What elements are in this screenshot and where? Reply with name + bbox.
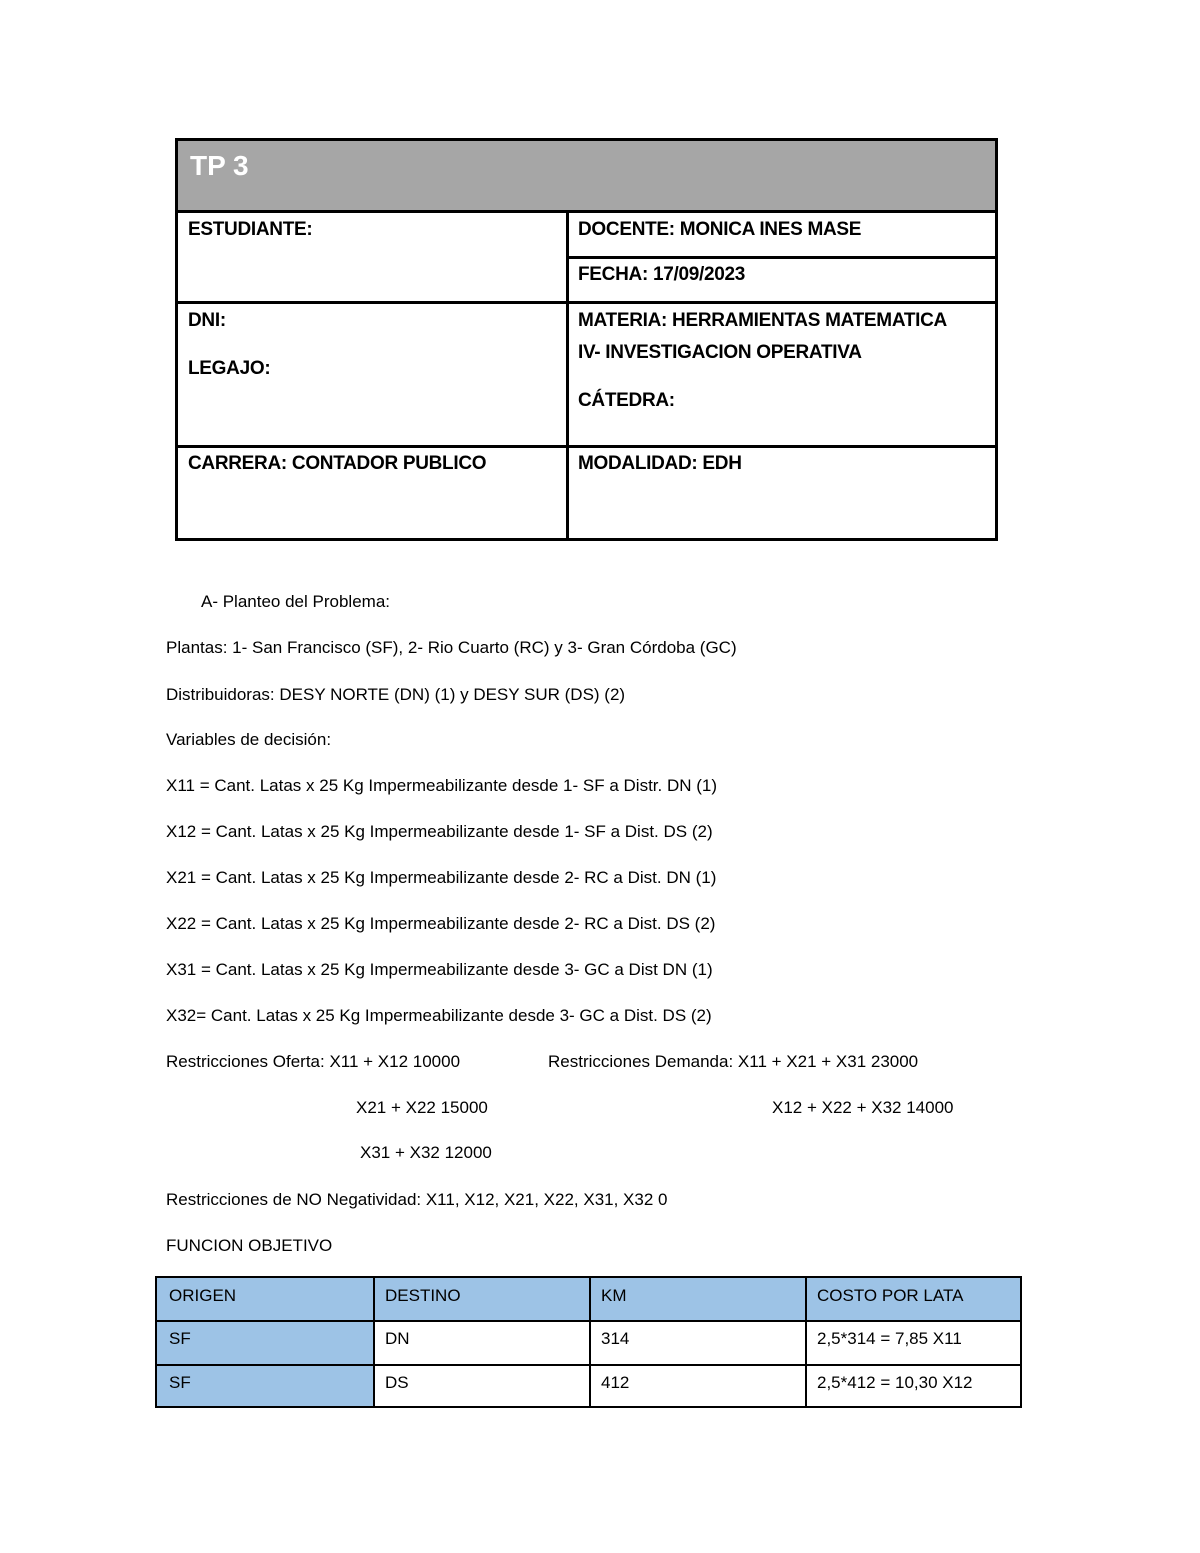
- demanda-constraint: Restricciones Demanda: X11 + X21 + X31 23000: [548, 1052, 919, 1071]
- oferta-constraint: X31 + X32 12000: [360, 1143, 492, 1162]
- cost-table: [155, 1276, 1022, 1408]
- document-title: TP 3: [190, 150, 249, 181]
- oferta-constraint: X21 + X22 15000: [356, 1098, 488, 1117]
- column-divider: [805, 1278, 807, 1406]
- section-heading: A- Planteo del Problema:: [201, 592, 390, 611]
- docente-label: DOCENTE: MONICA INES MASE: [578, 219, 862, 240]
- header-cell-origen: ORIGEN: [169, 1286, 237, 1305]
- variable-line: X12 = Cant. Latas x 25 Kg Impermeabilizante desde 1- SF a Dist. DS (2): [166, 822, 713, 841]
- column-divider: [589, 1278, 591, 1406]
- no-negatividad-line: Restricciones de NO Negatividad: X11, X12, X21, X22, X31, X32 0: [166, 1190, 668, 1209]
- header-table: [175, 138, 998, 541]
- catedra-label: CÁTEDRA:: [578, 390, 675, 411]
- variables-title: Variables de decisión:: [166, 730, 332, 749]
- title-bar: [178, 141, 995, 213]
- header-cell-destino: DESTINO: [385, 1286, 461, 1305]
- estudiante-label: ESTUDIANTE:: [188, 219, 313, 240]
- materia-label: MATERIA: HERRAMIENTAS MATEMATICA: [578, 310, 947, 331]
- row-divider: [569, 256, 995, 259]
- variable-line: X22 = Cant. Latas x 25 Kg Impermeabilizante desde 2- RC a Dist. DS (2): [166, 914, 716, 933]
- variable-line: X21 = Cant. Latas x 25 Kg Impermeabilizante desde 2- RC a Dist. DN (1): [166, 868, 717, 887]
- funcion-objetivo-heading: FUNCION OBJETIVO: [166, 1236, 333, 1255]
- header-cell-km: KM: [601, 1286, 627, 1305]
- variable-line: X31 = Cant. Latas x 25 Kg Impermeabilizante desde 3- GC a Dist DN (1): [166, 960, 713, 979]
- plantas-line: Plantas: 1- San Francisco (SF), 2- Rio Cuarto (RC) y 3- Gran Córdoba (GC): [166, 638, 737, 657]
- table-cell: DN: [385, 1329, 410, 1348]
- table-cell: SF: [169, 1329, 191, 1348]
- row-divider: [157, 1364, 1020, 1366]
- table-cell: 2,5*314 = 7,85 X11: [817, 1329, 962, 1348]
- column-divider: [373, 1278, 375, 1406]
- table-cell: SF: [169, 1373, 191, 1392]
- column-divider: [566, 213, 569, 538]
- row-divider: [178, 301, 995, 304]
- table-cell: DS: [385, 1373, 409, 1392]
- table-cell: 314: [601, 1329, 630, 1348]
- carrera-label: CARRERA: CONTADOR PUBLICO: [188, 453, 487, 474]
- header-cell-costo: COSTO POR LATA: [817, 1286, 964, 1305]
- modalidad-label: MODALIDAD: EDH: [578, 453, 742, 474]
- dni-label: DNI:: [188, 310, 226, 331]
- oferta-constraint: Restricciones Oferta: X11 + X12 10000: [166, 1052, 461, 1071]
- demanda-constraint: X12 + X22 + X32 14000: [772, 1098, 954, 1117]
- legajo-label: LEGAJO:: [188, 358, 271, 379]
- table-cell: 412: [601, 1373, 630, 1392]
- fecha-label: FECHA: 17/09/2023: [578, 264, 746, 285]
- variable-line: X11 = Cant. Latas x 25 Kg Impermeabilizante desde 1- SF a Distr. DN (1): [166, 776, 718, 795]
- variable-line: X32= Cant. Latas x 25 Kg Impermeabilizante desde 3- GC a Dist. DS (2): [166, 1006, 712, 1025]
- table-cell: 2,5*412 = 10,30 X12: [817, 1373, 973, 1392]
- distribuidoras-line: Distribuidoras: DESY NORTE (DN) (1) y DESY SUR (DS) (2): [166, 685, 626, 704]
- row-divider: [178, 445, 995, 448]
- materia-label-line2: IV- INVESTIGACION OPERATIVA: [578, 342, 862, 363]
